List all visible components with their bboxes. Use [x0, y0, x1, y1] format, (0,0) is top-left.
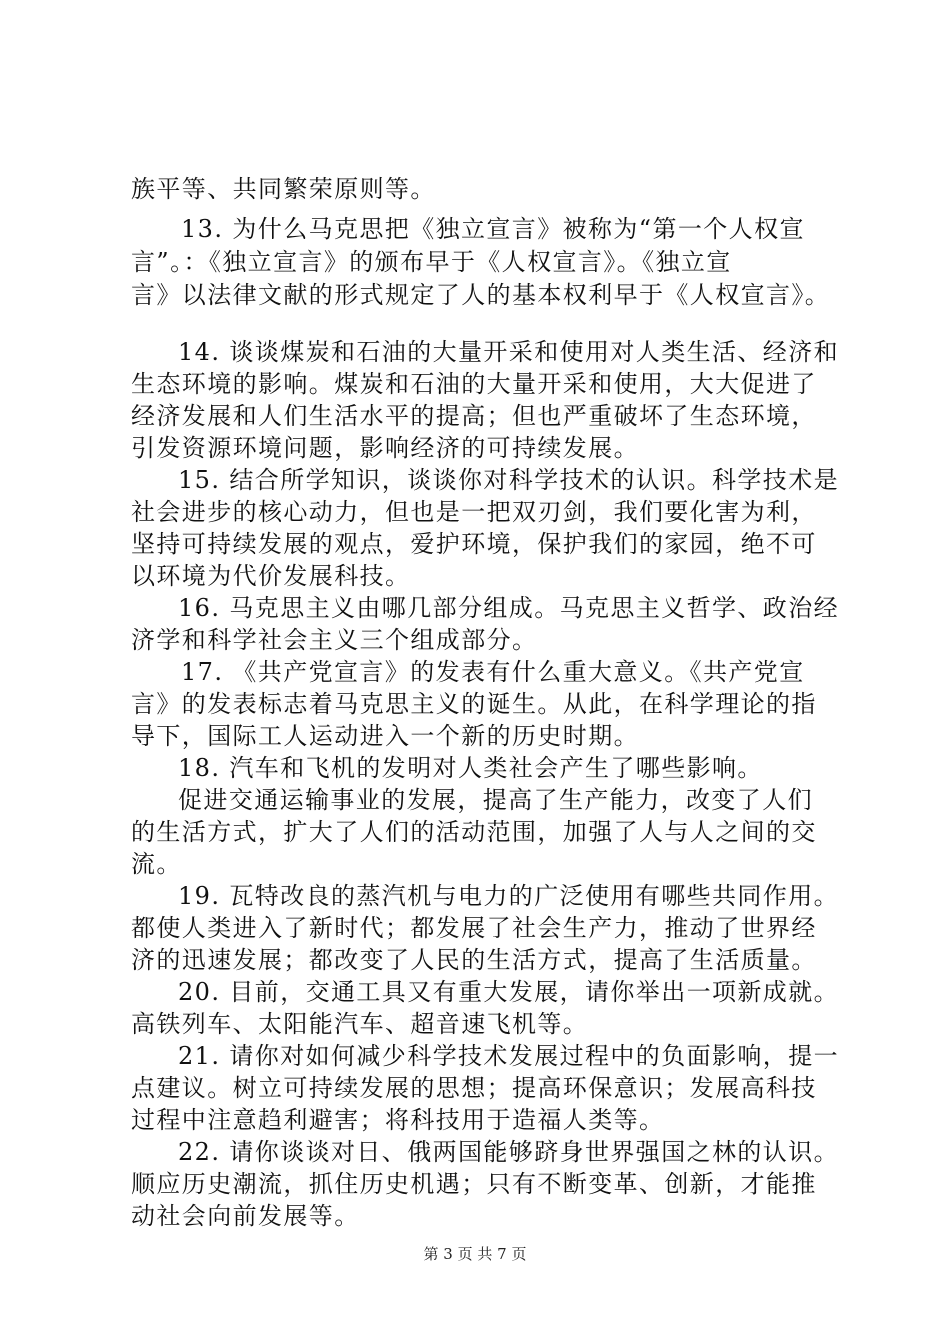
text-line: 族平等、共同繁荣原则等。 — [131, 175, 436, 203]
question-15-line: 15. 结合所学知识，谈谈你对科学技术的认识。科学技术是 — [178, 466, 839, 494]
question-17-line: 17. 《共产党宣言》的发表有什么重大意义。《共产党宣 — [181, 658, 805, 686]
text-line: 促进交通运输事业的发展，提高了生产能力，改变了人们 — [178, 786, 813, 814]
text-line: 社会进步的核心动力，但也是一把双刃剑，我们要化害为利， — [131, 498, 817, 526]
text-line: 引发资源环境问题，影响经济的可持续发展。 — [131, 434, 639, 462]
question-14-line: 14. 谈谈煤炭和石油的大量开采和使用对人类生活、经济和 — [178, 338, 839, 366]
question-19-line: 19. 瓦特改良的蒸汽机与电力的广泛使用有哪些共同作用。 — [178, 882, 839, 910]
text-line: 言》以法律文献的形式规定了人的基本权利早于《人权宣言》。 — [131, 281, 831, 309]
question-13-line: 13. 为什么马克思把《独立宣言》被称为“第一个人权宣 — [181, 215, 805, 243]
question-18-line: 18. 汽车和飞机的发明对人类社会产生了哪些影响。 — [178, 754, 763, 782]
text-line: 言”。：《独立宣言》的颁布早于《人权宣言》。《独立宣 — [131, 248, 732, 276]
text-line: 过程中注意趋利避害；将科技用于造福人类等。 — [131, 1106, 665, 1134]
question-16-line: 16. 马克思主义由哪几部分组成。马克思主义哲学、政治经 — [178, 594, 839, 622]
text-line: 言》的发表标志着马克思主义的诞生。从此，在科学理论的指 — [131, 690, 817, 718]
question-22-line: 22. 请你谈谈对日、俄两国能够跻身世界强国之林的认识。 — [178, 1138, 839, 1166]
question-20-line: 20. 目前，交通工具又有重大发展，请你举出一项新成就。 — [178, 978, 839, 1006]
text-line: 的生活方式，扩大了人们的活动范围，加强了人与人之间的交 — [131, 818, 817, 846]
text-line: 动社会向前发展等。 — [131, 1202, 360, 1230]
page-number-footer: 第 3 页 共 7 页 — [423, 1245, 527, 1263]
text-line: 经济发展和人们生活水平的提高；但也严重破坏了生态环境， — [131, 402, 817, 430]
text-line: 生态环境的影响。煤炭和石油的大量开采和使用，大大促进了 — [131, 370, 817, 398]
text-line: 导下，国际工人运动进入一个新的历史时期。 — [131, 722, 639, 750]
text-line: 济的迅速发展；都改变了人民的生活方式，提高了生活质量。 — [131, 946, 817, 974]
text-line: 点建议。树立可持续发展的思想；提高环保意识；发展高科技 — [131, 1074, 817, 1102]
text-line: 高铁列车、太阳能汽车、超音速飞机等。 — [131, 1010, 589, 1038]
question-21-line: 21. 请你对如何减少科学技术发展过程中的负面影响，提一 — [178, 1042, 839, 1070]
text-line: 都使人类进入了新时代；都发展了社会生产力，推动了世界经 — [131, 914, 817, 942]
text-line: 流。 — [131, 850, 182, 878]
text-line: 坚持可持续发展的观点，爱护环境，保护我们的家园，绝不可 — [131, 530, 817, 558]
text-line: 以环境为代价发展科技。 — [131, 562, 411, 590]
text-line: 济学和科学社会主义三个组成部分。 — [131, 626, 538, 654]
text-line: 顺应历史潮流，抓住历史机遇；只有不断变革、创新，才能推 — [131, 1170, 817, 1198]
